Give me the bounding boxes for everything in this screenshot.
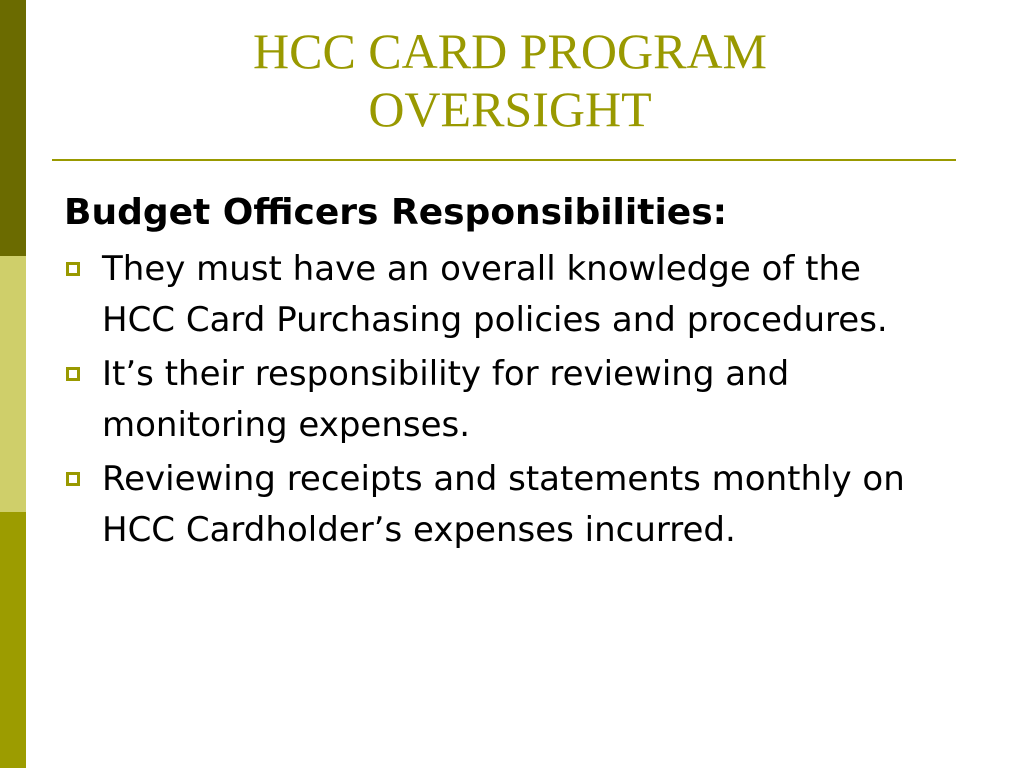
slide-title <box>60 22 960 138</box>
slide-title-line-1: HCC CARD PROGRAM <box>252 23 767 79</box>
title-divider <box>52 159 956 161</box>
bullet-item <box>64 454 944 556</box>
bullet-text: Reviewing receipts and statements monthly on HCC Cardholder’s expenses incurred. <box>102 459 905 550</box>
slide-body <box>64 188 944 559</box>
bullet-item <box>64 244 944 346</box>
slide-title-line-2: OVERSIGHT <box>368 81 652 137</box>
bullet-text: It’s their responsibility for reviewing and monitoring expenses. <box>102 354 790 445</box>
hollow-square-bullet-icon <box>66 367 80 381</box>
hollow-square-bullet-icon <box>66 262 80 276</box>
side-bar-light <box>0 256 26 512</box>
bullet-text: They must have an overall knowledge of the HCC Card Purchasing policies and procedures. <box>102 249 888 340</box>
side-bar-dark <box>0 0 26 256</box>
hollow-square-bullet-icon <box>66 472 80 486</box>
side-bar-mid <box>0 512 26 768</box>
bullet-item <box>64 349 944 451</box>
section-heading: Budget Officers Responsibilities: <box>64 192 728 233</box>
bullet-list <box>64 244 944 556</box>
